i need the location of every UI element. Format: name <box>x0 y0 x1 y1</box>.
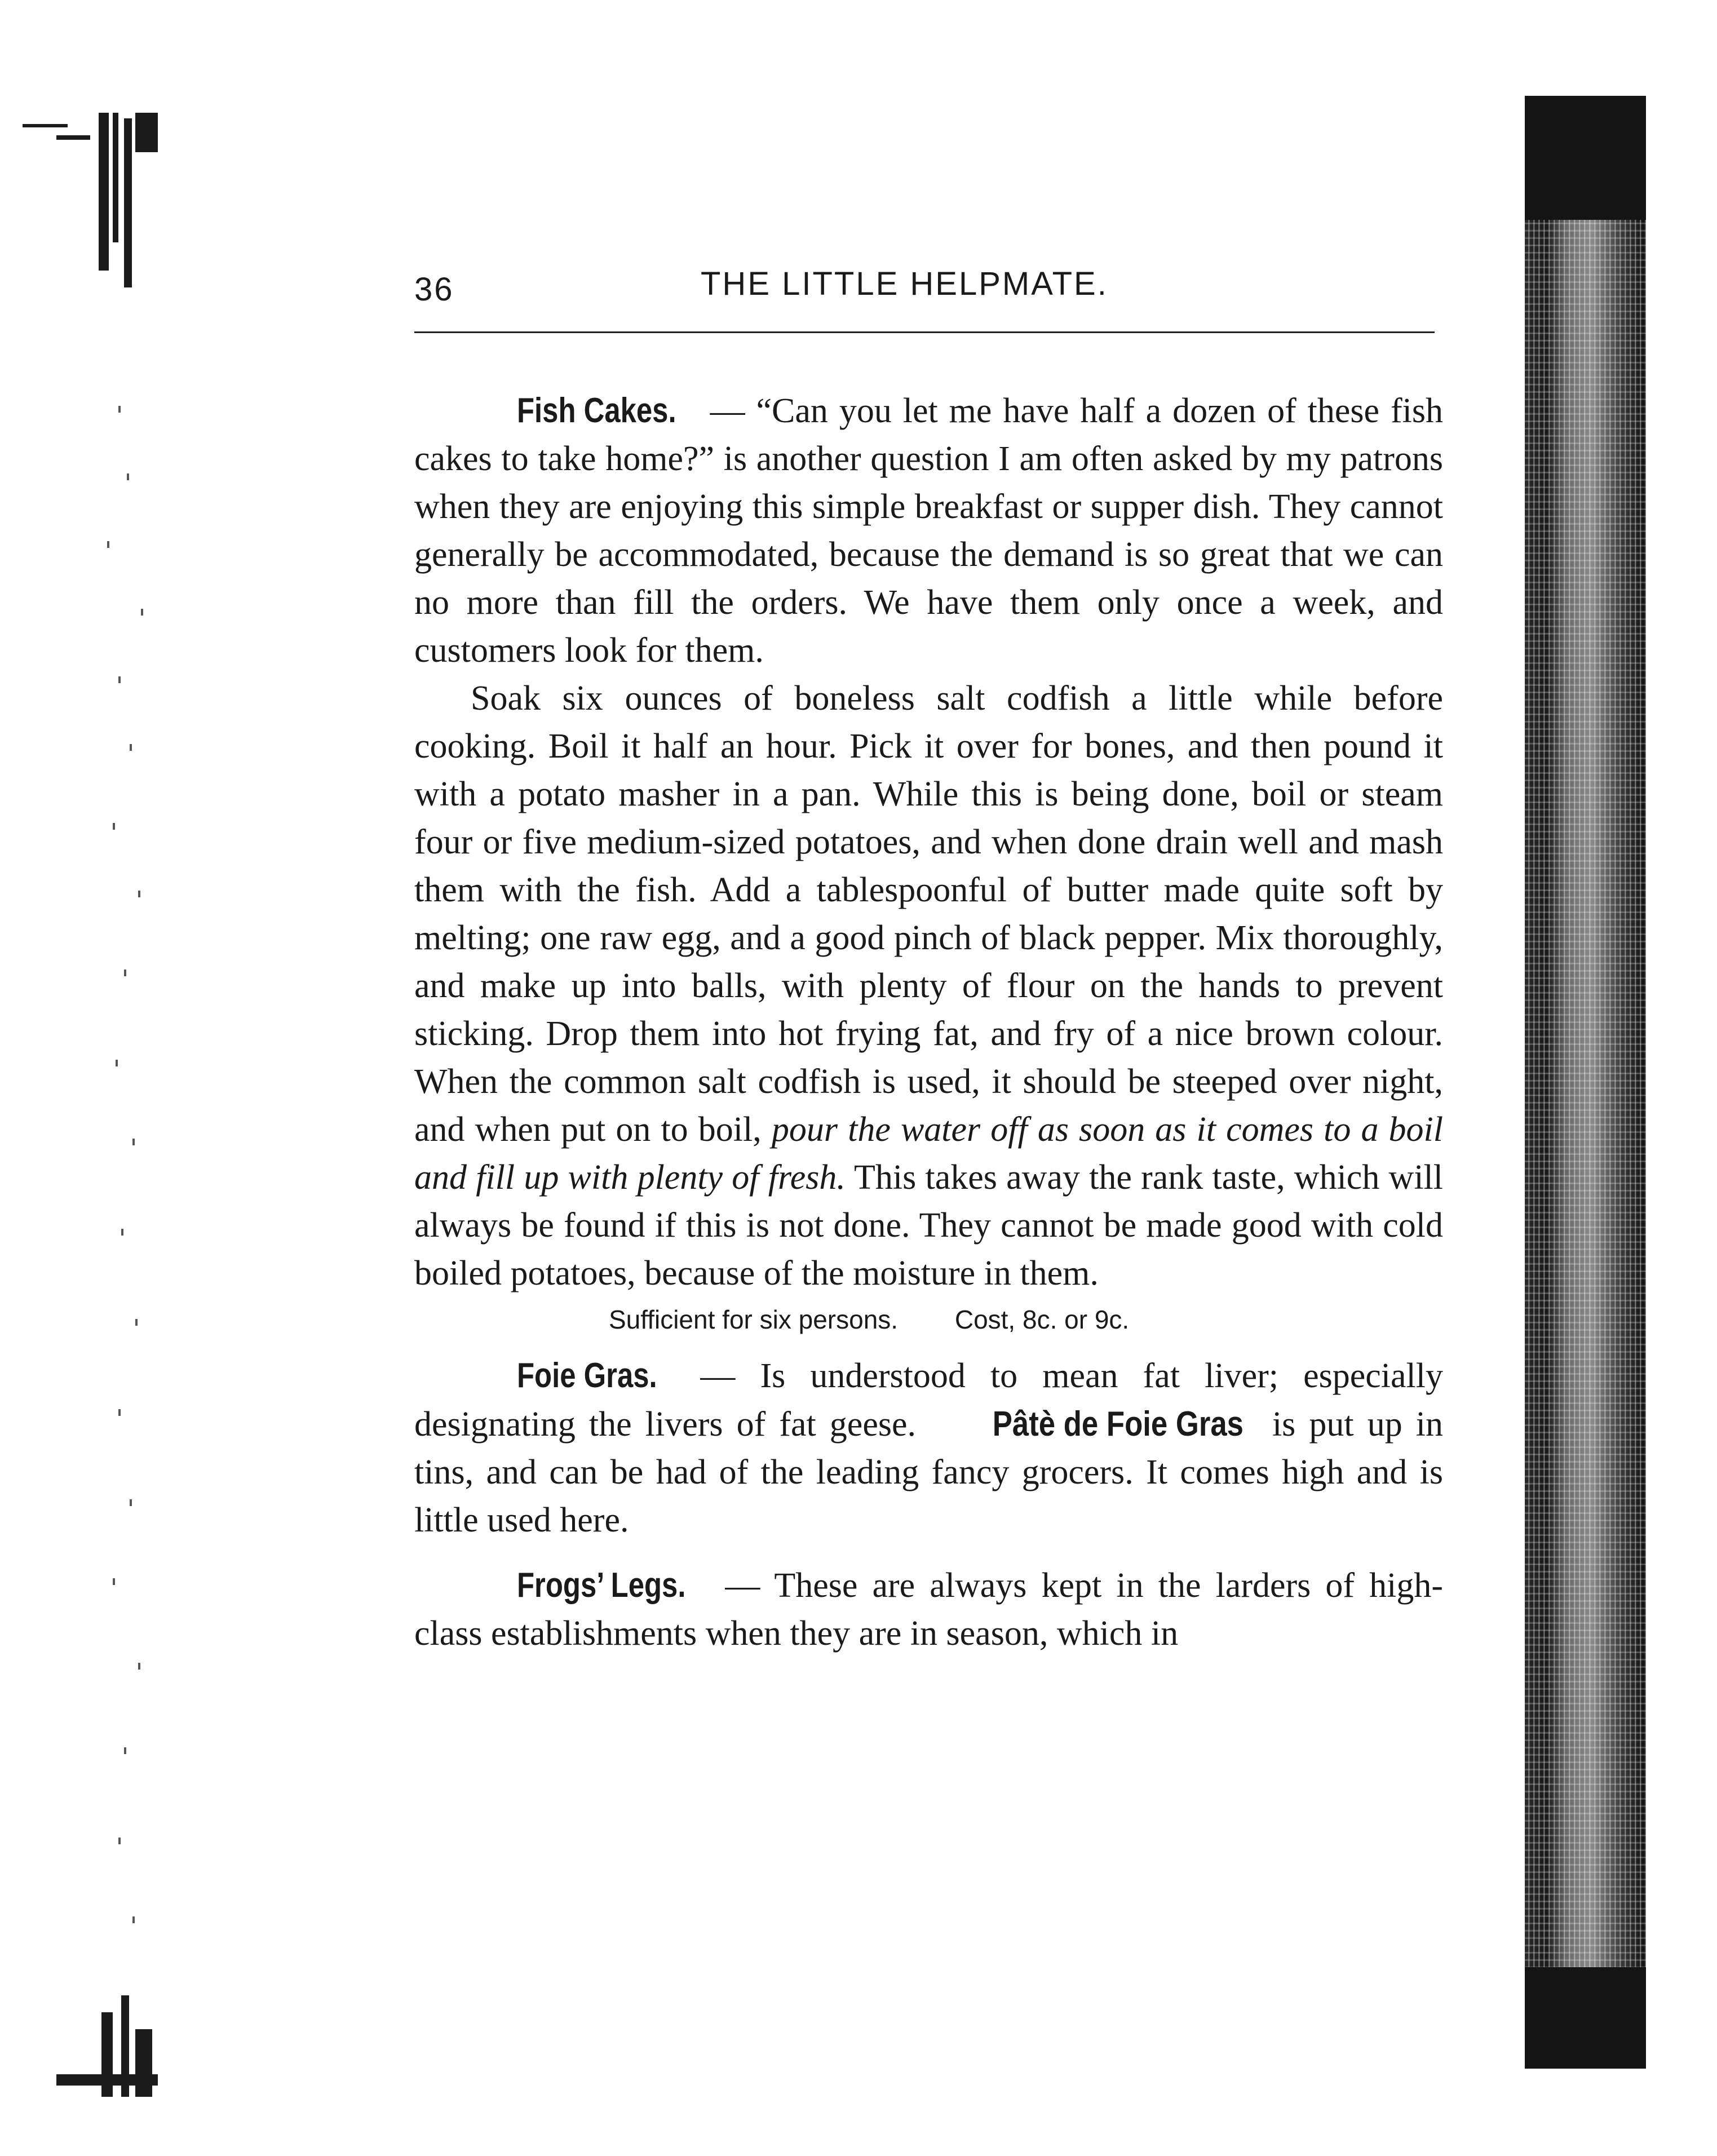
fish-cakes-method-text: Soak six ounces of boneless salt codfish a little while before cooking. Boil it half an hour. Pick it over for bones, and then pound it with a potato masher in a pan. While this is being done, boil or steam four or five medium-sized potatoes, and when done drain well and mash them with the fish. Add a tablespoonful of butter made quite soft by melting; one raw egg, and a good pinch of black pepper. Mix thoroughly, and make up into balls, with plenty of flour on the hands to prevent sticking. Drop them into hot frying fat, and fry of a nice brown colour. When the common salt codfish is used, it should be steeped over night, and when put on to boil, <box>414 679 1443 1149</box>
foie-gras-text-before: — Is understood to mean fat liver; especially designating the livers of fat geese. <box>414 1357 1443 1444</box>
frogs-legs-text: — These are always kept in the larders of high-class establishments when they are in season, which in <box>414 1566 1444 1653</box>
page-number: 36 <box>414 271 454 308</box>
foie-gras-heading: Foie Gras. <box>517 1356 657 1395</box>
page-header <box>414 265 1443 327</box>
fish-cakes-heading: Fish Cakes. <box>517 391 676 430</box>
foie-gras-text-after: is put up in tins, and can be had of the leading fancy grocers. It comes high and is little used here. <box>414 1405 1443 1539</box>
entry-spacer <box>414 1544 1443 1561</box>
fish-cakes-method-emphasis: pour the water off as soon as it comes to a boil and fill up with plenty of fresh. <box>414 1110 1444 1197</box>
edge-shadow-top <box>1525 96 1646 220</box>
edge-shadow-bottom <box>1525 1967 1646 2069</box>
fish-cakes-intro-text: — “Can you let me have half a dozen of these fish cakes to take home?” is another question I am often asked by my patrons when they are enjoying this simple breakfast or supper dish. They cannot generally be accommodated, because the demand is so great that we can no more than fill the orders. We have them only once a week, and customers look for them. <box>414 392 1444 670</box>
fish-cakes-cost: Cost, 8c. or 9c. <box>954 1305 1130 1334</box>
running-title: THE LITTLE HELPMATE. <box>701 265 1108 302</box>
foie-gras-paragraph <box>414 1352 1443 1544</box>
page-body <box>414 387 1443 1658</box>
scan-binding-edge-right <box>1525 96 1646 2069</box>
fish-cakes-method-paragraph <box>414 675 1443 1298</box>
fish-cakes-serving-line <box>414 1300 1443 1339</box>
frogs-legs-heading: Frogs’ Legs. <box>517 1566 686 1605</box>
header-rule <box>414 331 1435 333</box>
frogs-legs-paragraph <box>414 1561 1443 1658</box>
fish-cakes-serves: Sufficient for six persons. <box>609 1305 899 1334</box>
book-page <box>414 265 1443 1658</box>
scan-binding-edge-left <box>23 113 163 2097</box>
pate-de-foie-gras-term: Pâtè de Foie Gras <box>992 1405 1244 1444</box>
fish-cakes-intro-paragraph <box>414 387 1443 675</box>
fish-cakes-method-tail: This takes away the rank taste, which will always be found if this is not done. They cannot be made good with cold boiled potatoes, because of the moisture in them. <box>414 1158 1443 1292</box>
